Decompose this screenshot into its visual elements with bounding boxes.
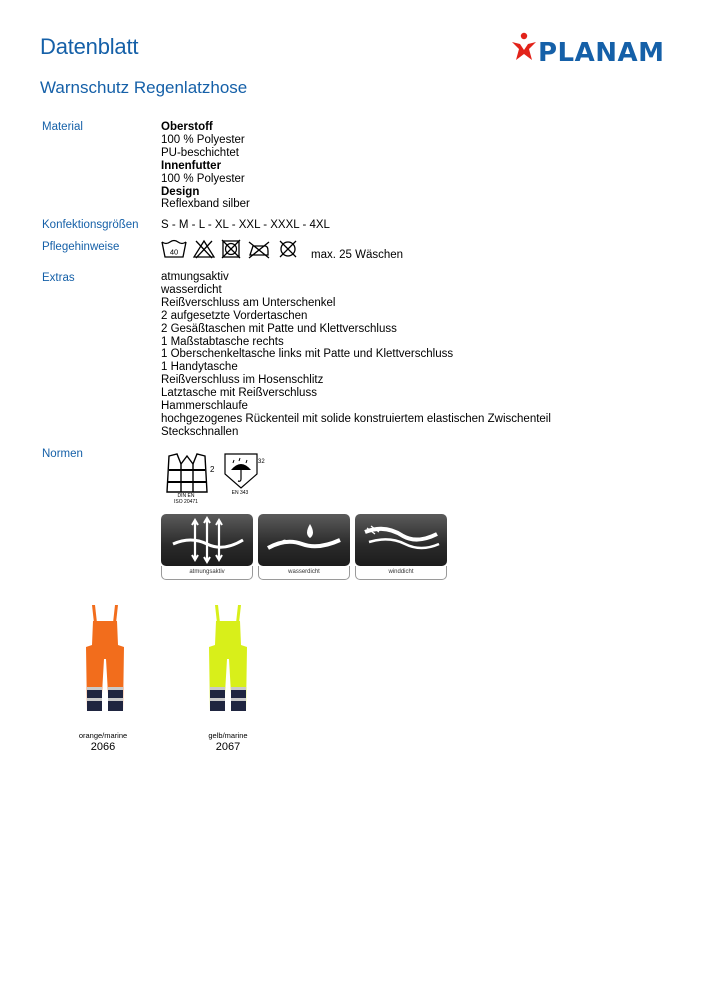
no-tumble-dry-icon — [221, 239, 241, 264]
logo-figure-icon — [512, 33, 536, 60]
variant-color-name: gelb/marine — [208, 731, 248, 740]
variant-color-name: orange/marine — [78, 731, 128, 740]
material-line: PU-beschichtet — [161, 146, 239, 159]
product-image-yellow — [203, 603, 253, 713]
material-line: 100 % Polyester — [161, 133, 245, 146]
feature-windproof-label: winddicht — [355, 566, 447, 580]
rain-norm-caption: EN 343 — [231, 490, 249, 496]
svg-text:32: 32 — [258, 459, 265, 465]
sizes-label: Konfektionsgrößen — [42, 219, 139, 231]
extras-item: Reißverschluss am Unterschenkel — [161, 296, 336, 309]
extras-item: Latztasche mit Reißverschluss — [161, 387, 317, 400]
variant-caption-yellow — [188, 731, 268, 753]
sizes-value: S - M - L - XL - XXL - XXXL - 4XL — [161, 219, 330, 231]
variant-article-number: 2066 — [90, 741, 116, 753]
feature-waterproof — [258, 514, 350, 580]
feature-breathable-label: atmungsaktiv — [161, 566, 253, 580]
hivis-norm-caption-1: DIN EN — [177, 493, 195, 499]
product-image-orange — [80, 603, 130, 713]
extras-item: Steckschnallen — [161, 425, 239, 438]
care-label: Pflegehinweise — [42, 241, 120, 253]
material-label: Material — [42, 121, 83, 133]
extras-item: wasserdicht — [161, 283, 222, 296]
rain-umbrella-icon — [221, 452, 267, 495]
product-name: Warnschutz Regenlatzhose — [40, 78, 248, 97]
feature-breathable — [161, 514, 253, 580]
variant-article-number: 2067 — [215, 741, 241, 753]
breathable-arrows-icon — [161, 514, 253, 566]
feature-windproof — [355, 514, 447, 580]
svg-text:PLANAM: PLANAM — [538, 38, 665, 68]
material-line: Design — [161, 185, 200, 198]
material-details — [161, 121, 250, 211]
page-title: Datenblatt — [40, 34, 139, 59]
extras-item: 1 Maßstabtasche rechts — [161, 335, 284, 348]
norm-pictograms — [161, 452, 281, 512]
no-iron-icon — [247, 239, 271, 264]
planam-logo — [510, 30, 670, 70]
variant-caption-orange — [63, 731, 143, 753]
windproof-wind-icon — [355, 514, 447, 566]
extras-item: 1 Oberschenkeltasche links mit Patte und Klettverschluss — [161, 348, 454, 361]
no-dry-clean-icon — [277, 239, 299, 264]
care-symbols — [161, 240, 403, 262]
extras-item: 2 Gesäßtaschen mit Patte und Klettverschluss — [161, 322, 397, 335]
extras-item: Hammerschlaufe — [161, 400, 248, 413]
material-line: Reflexband silber — [161, 198, 250, 211]
extras-label: Extras — [42, 272, 75, 284]
extras-list — [161, 271, 551, 439]
material-line: Oberstoff — [161, 121, 213, 133]
feature-waterproof-label: wasserdicht — [258, 566, 350, 580]
no-bleach-icon — [193, 239, 215, 264]
hivis-norm-caption-2: ISO 20471 — [174, 499, 198, 505]
material-line: Innenfutter — [161, 159, 222, 172]
extras-item: 2 aufgesetzte Vordertaschen — [161, 309, 308, 322]
extras-item: Reißverschluss im Hosenschlitz — [161, 374, 324, 387]
extras-item: 1 Handytasche — [161, 361, 238, 374]
care-note: max. 25 Wäschen — [311, 249, 404, 261]
svg-text:40: 40 — [169, 247, 179, 256]
extras-item: atmungsaktiv — [161, 271, 229, 283]
material-line: 100 % Polyester — [161, 172, 245, 185]
wash-40-icon — [161, 239, 187, 264]
norms-label: Normen — [42, 448, 83, 460]
extras-item: hochgezogenes Rückenteil mit solide konstruiertem elastischen Zwischenteil — [161, 412, 551, 425]
svg-text:2: 2 — [210, 465, 215, 474]
waterproof-drop-icon — [258, 514, 350, 566]
